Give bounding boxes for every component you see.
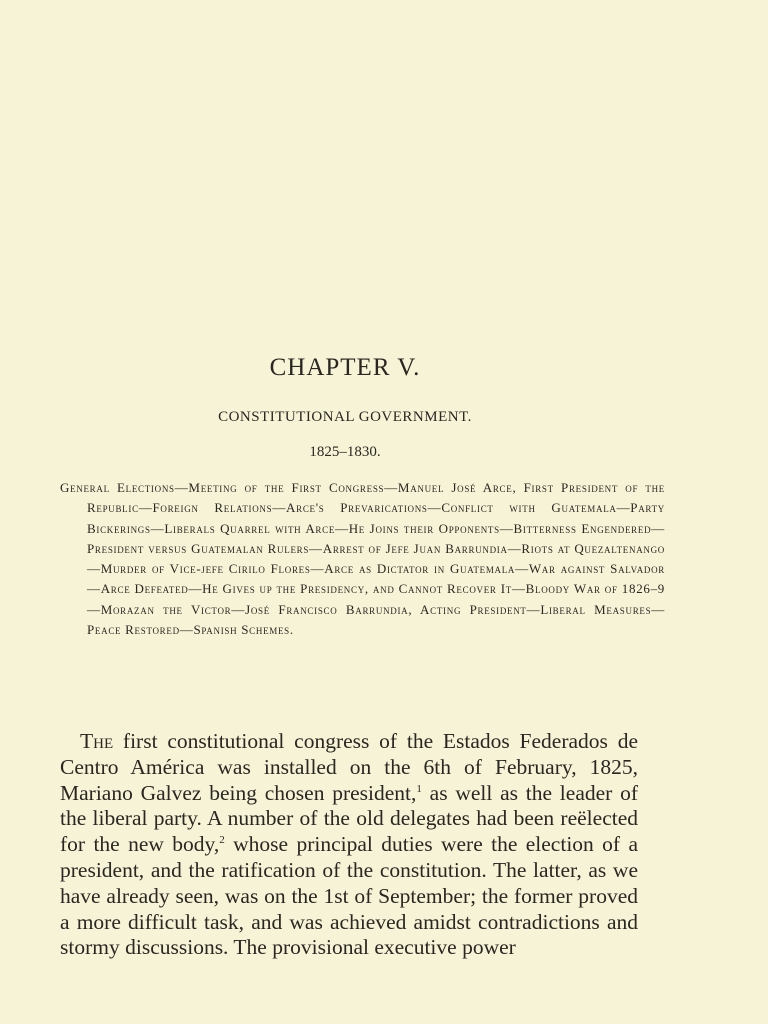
body-text-part-3: whose principal duties were the election of a president, and the ratification of the constitution. The latter, as we have already seen, was on the 1st of September; the former proved a more difficult task, and was achieved amidst contradictions and stormy discussions. The provisional executive power bbox=[60, 832, 639, 960]
body-paragraph bbox=[60, 729, 638, 961]
chapter-years: 1825–1830. bbox=[309, 444, 381, 460]
chapter-title: CONSTITUTIONAL GOVERNMENT. bbox=[218, 409, 472, 425]
chapter-synopsis: General Elections—Meeting of the First Congress—Manuel José Arce, First President of the Republic—Foreign Relations—Arce's Prevarications—Conflict with Guatemala—Party Bickerings—Liberals Quarrel with Arce—He Joins their Opponents—Bitterness Engendered—President versus Guatemalan Rulers—Arrest of Jefe Juan Barrundia—Riots at Quezaltenango—Murder of Vice-jefe Cirilo Flores—Arce as Dictator in Guatemala—War against Salvador—Arce Defeated—He Gives up the Presidency, and Cannot Recover It—Bloody War of 1826–9—Morazan the Victor—José Francisco Barrundia, Acting President—Liberal Measures—Peace Restored—Spanish Schemes. bbox=[60, 480, 665, 638]
body-text-part-1: first constitutional congress of the Estados Federados de Centro América was installed on the 6th of February, 1825, Mariano Galvez being chosen president, bbox=[60, 729, 638, 805]
body-text-part-2: as well as the leader of the liberal party. A number of the old delegates had been reëlected for the new body, bbox=[60, 780, 638, 857]
footnote-ref-1[interactable]: 1 bbox=[416, 782, 422, 795]
chapter-heading: CHAPTER V. bbox=[269, 354, 421, 381]
paragraph-lead-word: The bbox=[80, 729, 114, 753]
footnote-ref-2[interactable]: 2 bbox=[219, 834, 225, 847]
